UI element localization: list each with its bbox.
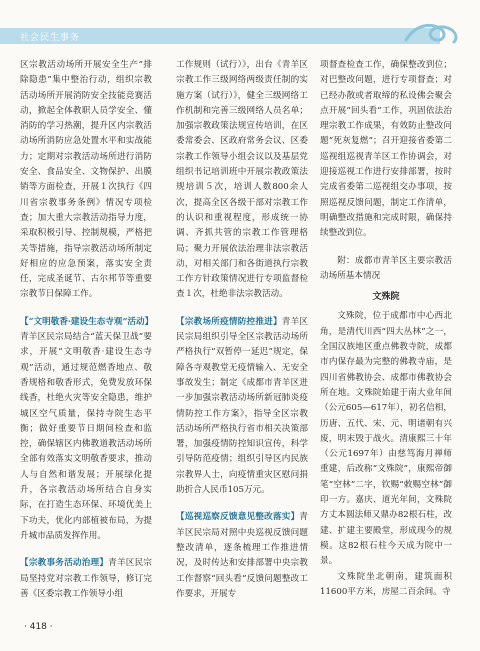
paragraph [20,556,152,602]
paragraph [20,315,152,544]
paragraph: 区宗教活动场所开展安全生产“排除隐患”集中整治行动，组织宗教活动场所开展消防安全技能竞赛活动，掀起全体教职人员学安全、懂消防的学习热潮，提升区内宗教活动场所消防应急处置水平和实战能力；定期对宗教活动场所进行消防安全、食品安全、文物保护、出膜销等方面检查，开展１次执行《四川省宗教事务条例》情况专项检查；加大重大宗教活动指导力度，采取积极引导、控制规模，严格把关等措施，指导宗教活动场所制定好相应的应急预案，落实安全责任，完成圣诞节、古尔邦节等重要宗教节日保障工作。 [20,60,152,300]
paragraph: 工作规则（试行）》，出台《青羊区宗教工作三级网络两级责任制的实施方案（试行）》，健全三级网络工作机制和完善三级网络人员名单；加强宗教政策法规宣传培训，在区委常委会、区政府常务会议、区委宗教工作领导小组会议以及基层党组织书记培训班中开展宗教政策法规培训５次，培训人数800余人次，提高全区各级干部对宗教工作的认识和重视程度，形成统一协调、齐抓共管的宗教工作管理格局；聚力开展依法治理非法宗教活动，对相关部门和各街道执行宗教工作方针政策情况进行专项监督检查１次，杜绝非法宗教活动。 [176,60,308,300]
page-header [0,0,480,50]
paragraph [176,510,308,602]
section-heading: 【宗教事务活动治理】 [20,558,109,569]
text-column-1 [20,58,152,602]
section-text: 青羊区民宗局结合“蓝天保卫战”要求，开展“文明敬香·建设生态寺观”活动，通过规范燃香地点、敬香规格和敬香形式，免费发放环保线香，杜绝火灾等安全隐患，维护城区空气质量，保持寺院生态平衡；做好重要节日期间检查和监控，确保辖区内佛教道教活动场所全部有效落实文明敬香要求，推动人与自然和谐发展；开展绿化提升，各宗教活动场所结合自身实际，在打造生态环保、环境优美上下功夫，优化内部植被布局，为提升城市品质发挥作用。 [20,332,152,541]
text-column-2 [176,58,308,602]
paragraph [176,315,308,499]
page-number: · 418 · [24,622,53,632]
paragraph: 项督查检查工作，确保整改到位；对巴整改问题，进行专项督查；对已经办散或者取缔的私设佛会聚会点开展“回头看”工作，巩固依法治理宗教工作成果，有效防止整改问题“死灰复燃”；召开迎接省委第二巡视组巡视青羊区工作协调会，对迎接巡视工作进行安排部署，按时完成省委第二巡视组交办事项，按照巡视反馈问题，制定工作清单，明确整改措施和完成时限，确保持续整改到位。 [320,60,452,239]
section-text: 青羊区民宗局组织引导全区宗教活动场所严格执行“双暂停一延迟”规定，保障各寺观教堂无疫情输入、无安全事故发生；制定《成都市青羊区进一步加强宗教活动场所新冠肺炎疫情防控工作方案》，指导全区宗教活动场所严格执行省市相关决策部署，加强疫情防控知识宣传，科学引导防范疫情；组织引导区内民族宗教界人士，向疫情重灾区慰问捐助折合人民币105万元。 [176,316,308,496]
section-heading: 【巡视巡察反馈意见整改落实】 [176,512,300,523]
paragraph: 文殊院，位于成都市中心西北角，是清代川西“四大丛林”之一，全国汉族地区重点佛教寺院，成都市内保存最为完整的佛教寺庙，是四川省佛教协会、成都市佛教协会所在地。文殊院始建于南大业年间（公元605—617年），初名信相，历唐、五代、宋、元、明诸朝有兴废，明末毁于战火。清康熙三十年（公元1697年）由慈笃海月禅师重建，后改称“文殊院”，康熙帝御笔“空林”二字，钦赐“敕赐空林”御印一方。嘉庆、道光年间，文殊院方丈本圆法师又鼎办82根石柱，改建、扩建主要殿堂，形成现今的规模。这82根石柱今天成为院中一景。 [320,311,452,567]
section-text: 青羊区民宗局对照中央巡视反馈问题整改清单，逐条梳理工作推进情况，及时传达和安排部署中央宗教工作督察“回头看”反馈问题整改工作要求，开展专 [176,512,308,599]
section-heading: 【宗教场所疫情防控推进】 [176,316,282,327]
cloud-swirl-icon [402,18,462,48]
text-column-3 [320,58,452,600]
section-running-title: 社会民生事务 [20,33,81,43]
paragraph: 文殊院坐北朝南，建筑面积11600平方米，房屋二百余间。寺 [320,571,452,597]
appendix-note: 附：成都市青羊区主要宗教活动场所基本情况 [320,255,452,281]
section-title: 文殊院 [372,292,400,303]
section-heading: 【“文明敬香·建设生态寺观”活动】 [20,316,154,327]
section-text: 青羊区民宗局坚持党对宗教工作领导，修订完善《区委宗教工作领导小组 [20,558,152,599]
